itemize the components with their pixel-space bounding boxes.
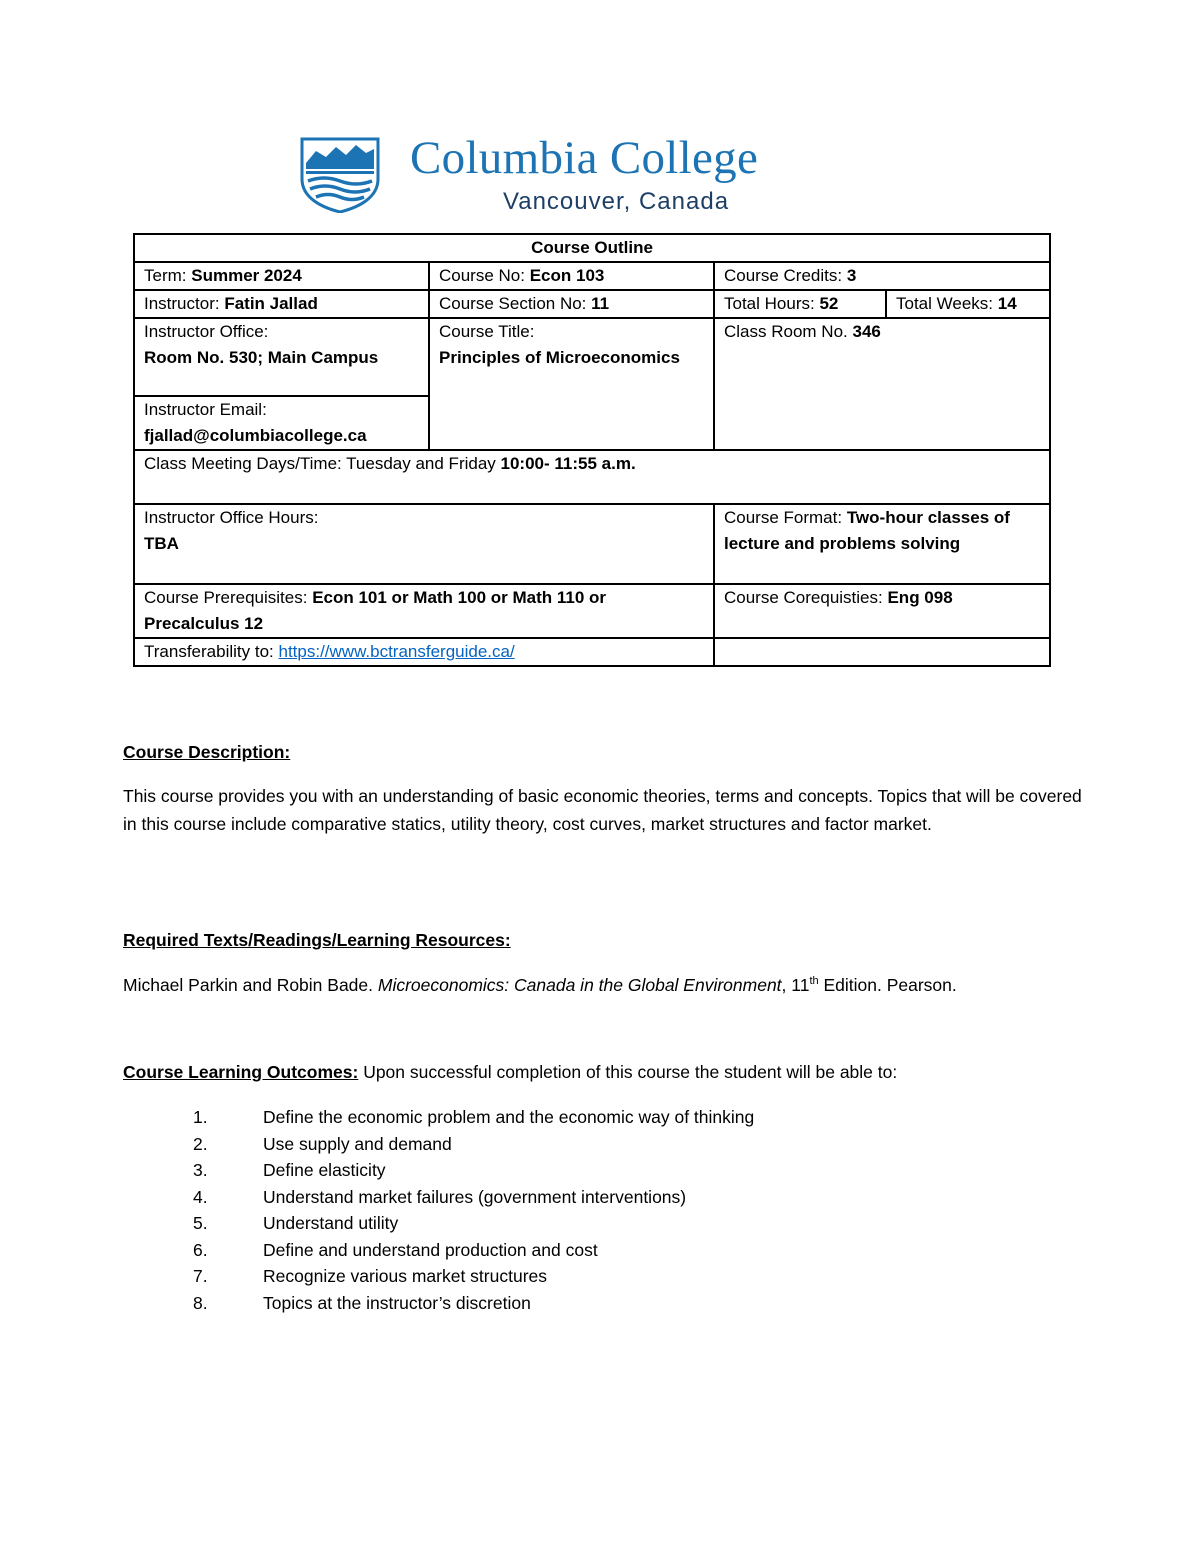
- list-item-number: 7.: [193, 1266, 208, 1286]
- list-item-number: 8.: [193, 1292, 208, 1313]
- room-value: 346: [852, 322, 881, 341]
- weeks-value: 14: [997, 294, 1017, 313]
- credits-cell: [714, 262, 1050, 290]
- weeks-label: Total Weeks:: [896, 294, 998, 313]
- room-cell: [714, 318, 1050, 450]
- list-item-number: 2.: [193, 1133, 208, 1154]
- format-value: Two-hour classes of lecture and problems solving: [724, 508, 1010, 553]
- list-item-text: Recognize various market structures: [263, 1266, 547, 1286]
- list-item: [193, 1184, 754, 1211]
- list-item-text: Define and understand production and cost: [263, 1239, 598, 1260]
- citation-authors: Michael Parkin and Robin Bade.: [123, 975, 378, 995]
- office-hours-cell: [134, 504, 714, 584]
- list-item-number: 5.: [193, 1213, 208, 1233]
- course-title-label: Course Title:: [439, 322, 535, 341]
- list-item-text: Understand market failures (government interventions): [263, 1186, 687, 1207]
- course-title-value: Principles of Microeconomics: [439, 348, 680, 367]
- office-hours-label: Instructor Office Hours:: [144, 508, 319, 527]
- instructor-label: Instructor:: [144, 294, 225, 313]
- list-item: [193, 1290, 754, 1317]
- required-texts-citation: [123, 971, 1083, 999]
- course-no-cell: [429, 262, 714, 290]
- college-crest-icon: [300, 137, 380, 213]
- list-item: [193, 1131, 754, 1158]
- credits-label: Course Credits:: [724, 266, 847, 285]
- list-item: [193, 1104, 754, 1131]
- list-item: [193, 1157, 754, 1184]
- course-description-text: This course provides you with an understanding of basic economic theories, terms and concepts. Topics that will be covered in this course include comparative statics, utility theory, cost curves, market structures and factor market.: [123, 786, 1082, 834]
- citation-book-title: Microeconomics: Canada in the Global Environment: [377, 975, 782, 995]
- meeting-value: 10:00- 11:55 a.m.: [500, 454, 636, 473]
- meeting-label: Class Meeting Days/Time: Tuesday and Friday: [144, 454, 501, 473]
- learning-outcomes-section: [123, 1058, 1083, 1086]
- office-label: Instructor Office:: [144, 322, 269, 341]
- learning-outcomes-intro: Upon successful completion of this course the student will be able to:: [358, 1062, 898, 1082]
- transfer-cell: [134, 638, 714, 666]
- instructor-cell: [134, 290, 429, 318]
- term-label: Term:: [144, 266, 192, 285]
- list-item-text: Use supply and demand: [263, 1133, 452, 1154]
- list-item-text: Topics at the instructor’s discretion: [263, 1292, 531, 1313]
- course-description-heading: Course Description:: [123, 742, 291, 762]
- email-label: Instructor Email:: [144, 400, 267, 419]
- section-cell: [429, 290, 714, 318]
- list-item-text: Define the economic problem and the economic way of thinking: [263, 1107, 755, 1127]
- term-value: Summer 2024: [191, 266, 302, 285]
- citation-edition-sup: th: [809, 975, 819, 988]
- course-outline-table: [133, 233, 1051, 667]
- coreq-label: Course Corequisties:: [724, 588, 888, 607]
- format-label: Course Format:: [724, 508, 847, 527]
- required-texts-heading: Required Texts/Readings/Learning Resources:: [123, 930, 511, 950]
- course-title-cell: [429, 318, 714, 450]
- room-label: Class Room No.: [724, 322, 853, 341]
- coreq-value: Eng 098: [887, 588, 953, 607]
- section-label: Course Section No:: [439, 294, 592, 313]
- instructor-value: Fatin Jallad: [224, 294, 318, 313]
- prereq-label: Course Prerequisites:: [144, 588, 313, 607]
- office-value: Room No. 530; Main Campus: [144, 348, 379, 367]
- hours-label: Total Hours:: [724, 294, 820, 313]
- empty-cell: [714, 638, 1050, 666]
- learning-outcomes-heading: Course Learning Outcomes:: [123, 1062, 359, 1082]
- hours-value: 52: [819, 294, 839, 313]
- list-item-number: 4.: [193, 1186, 208, 1207]
- format-cell: [714, 504, 1050, 584]
- credits-value: 3: [846, 266, 857, 285]
- list-item: [193, 1237, 754, 1264]
- learning-outcomes-list: [193, 1104, 754, 1316]
- list-item-number: 6.: [193, 1239, 208, 1260]
- course-no-label: Course No:: [439, 266, 530, 285]
- required-texts-section: [123, 926, 1083, 999]
- office-hours-value: TBA: [144, 534, 179, 553]
- course-description-section: [123, 738, 1083, 838]
- office-cell: [134, 318, 429, 396]
- logo-college-name: Columbia College: [410, 132, 759, 184]
- weeks-cell: [886, 290, 1050, 318]
- email-cell: [134, 396, 429, 450]
- list-item-text: Understand utility: [263, 1213, 399, 1233]
- table-title: Course Outline: [134, 234, 1050, 262]
- course-no-value: Econ 103: [529, 266, 605, 285]
- hours-cell: [714, 290, 886, 318]
- logo-location: Vancouver, Canada: [503, 188, 730, 215]
- list-item: [193, 1263, 754, 1290]
- transfer-link[interactable]: https://www.bctransferguide.ca/: [278, 642, 515, 661]
- meeting-cell: [134, 450, 1050, 504]
- section-value: 11: [591, 294, 610, 313]
- term-cell: [134, 262, 429, 290]
- coreq-cell: [714, 584, 1050, 638]
- list-item-number: 1.: [193, 1107, 208, 1127]
- list-item: [193, 1210, 754, 1237]
- transfer-label: Transferability to:: [144, 642, 279, 661]
- prereq-cell: [134, 584, 714, 638]
- citation-edition-num: , 11: [781, 975, 810, 995]
- list-item-number: 3.: [193, 1160, 208, 1180]
- citation-edition-rest: Edition. Pearson.: [818, 975, 957, 995]
- college-logo: [300, 132, 910, 215]
- email-value: fjallad@columbiacollege.ca: [144, 426, 367, 445]
- list-item-text: Define elasticity: [263, 1160, 386, 1180]
- prereq-value: Econ 101 or Math 100 or Math 110 or Precalculus 12: [144, 588, 607, 633]
